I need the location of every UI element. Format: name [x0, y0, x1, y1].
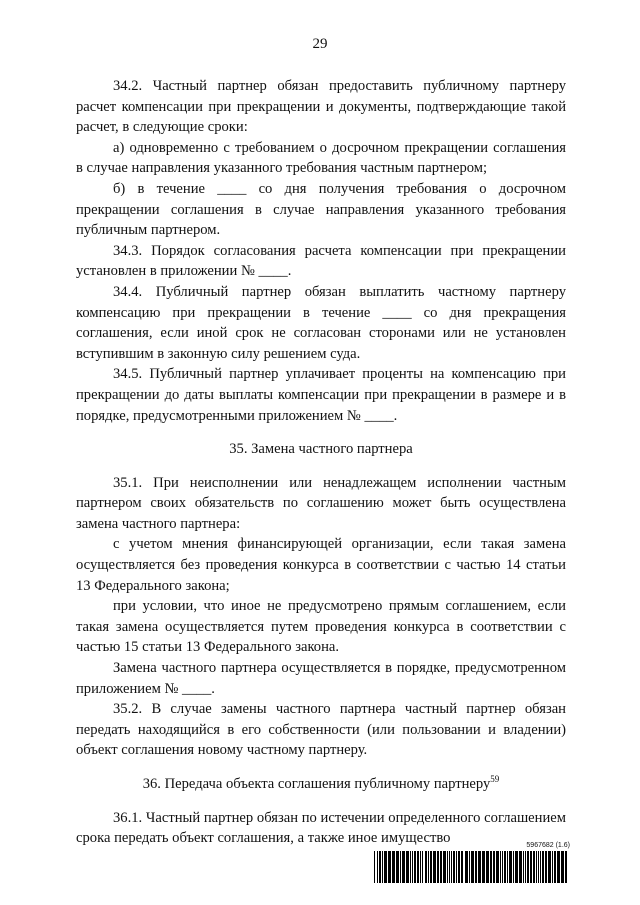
barcode-number: 5967682 (1.6)	[526, 842, 570, 849]
page-number: 29	[312, 36, 328, 52]
paragraph: 34.3. Порядок согласования расчета компенсации при прекращении установлен в приложении № ____.	[76, 242, 566, 280]
paragraph: а) одновременно с требованием о досрочном прекращении соглашения в случае направления указанного требования частным партнером;	[76, 139, 566, 177]
paragraph: при условии, что иное не предусмотрено прямым соглашением, если такая замена осуществляется путем проведения конкурса в соответствии с частью 15 статьи 13 Федерального закона.	[76, 598, 566, 656]
section-heading	[76, 774, 566, 795]
paragraph: 34.2. Частный партнер обязан предоставить публичному партнеру расчет компенсации при прекращении и документы, подтверждающие такой расчет, в следующие сроки:	[76, 78, 566, 136]
barcode-block	[374, 842, 570, 884]
paragraph: б) в течение ____ со дня получения требования о досрочном прекращении соглашения в случае направления указанного требования публичным партнером.	[76, 180, 566, 239]
paragraph: 35.2. В случае замены частного партнера частный партнер обязан передать находящийся в его собственности (или пользовании и владении) объект соглашения новому частному партнеру.	[76, 701, 566, 759]
barcode-icon	[374, 851, 570, 883]
footnote-ref: 59	[490, 774, 500, 785]
document-body	[76, 76, 566, 849]
paragraph: 34.5. Публичный партнер уплачивает проценты на компенсацию при прекращении до даты выплаты компенсации при прекращении в размере и в порядке, предусмотренными приложением № ____.	[76, 366, 566, 424]
paragraph: 35.1. При неисполнении или ненадлежащем исполнении частным партнером своих обязательств по соглашению может быть осуществлена замена частного партнера:	[76, 474, 566, 532]
paragraph: Замена частного партнера осуществляется в порядке, предусмотренном приложением № ____.	[76, 660, 566, 697]
section-heading: 35. Замена частного партнера	[229, 441, 413, 458]
section-heading-text: 36. Передача объекта соглашения публичному партнеру	[142, 776, 491, 792]
paragraph: с учетом мнения финансирующей организации, если такая замена осуществляется без проведения конкурса в соответствии с частью 14 статьи 13 Федерального закона;	[76, 536, 566, 594]
paragraph: 34.4. Публичный партнер обязан выплатить частному партнеру компенсацию при прекращении в течение ____ со дня прекращения соглашения, если иной срок не согласован сторонами или не установлен вступившим в законную силу решением суда.	[76, 283, 566, 362]
paragraph: 36.1. Частный партнер обязан по истечении определенного соглашением срока передать объект соглашения, а также иное имущество	[76, 809, 566, 847]
